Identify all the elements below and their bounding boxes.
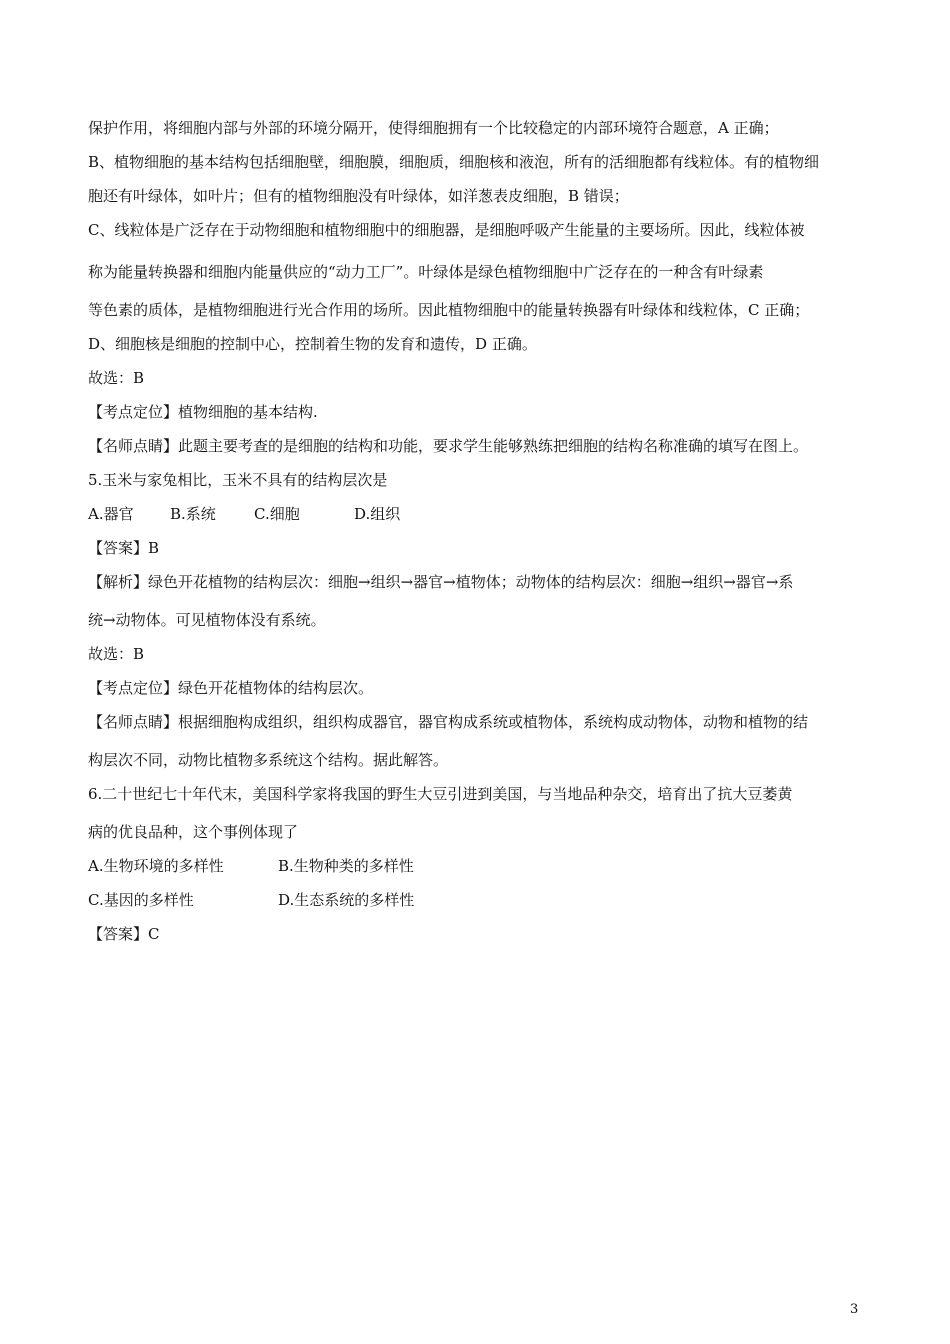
text-line: B、植物细胞的基本结构包括细胞壁，细胞膜，细胞质，细胞核和液泡，所有的活细胞都有线粒体。有的植物细 bbox=[88, 153, 820, 171]
text-line: 故选：B bbox=[88, 369, 145, 387]
teacher-comment: 【名师点睛】根据细胞构成组织，组织构成器官，器官构成系统或植物体，系统构成动物体，动物和植物的结 bbox=[88, 713, 809, 731]
text-line: 构层次不同，动物比植物多系统这个结构。据此解答。 bbox=[88, 751, 449, 769]
text-line: 等色素的质体，是植物细胞进行光合作用的场所。因此植物细胞中的能量转换器有叶绿体和线粒体，C 正确； bbox=[88, 301, 810, 319]
key-point-heading: 【考点定位】绿色开花植物体的结构层次。 bbox=[88, 679, 374, 697]
answer-label: 【答案】C bbox=[88, 925, 160, 943]
page-number: 3 bbox=[850, 1302, 859, 1317]
key-point-heading: 【考点定位】植物细胞的基本结构. bbox=[88, 403, 318, 421]
q5-option-d: D.组织 bbox=[354, 505, 401, 523]
text-line: C、线粒体是广泛存在于动物细胞和植物细胞中的细胞器，是细胞呼吸产生能量的主要场所。因此，线粒体被 bbox=[88, 221, 805, 239]
teacher-comment: 【名师点睛】此题主要考查的是细胞的结构和功能，要求学生能够熟练把细胞的结构名称准确的填写在图上。 bbox=[88, 437, 809, 455]
answer-label: 【答案】B bbox=[88, 539, 160, 557]
text-line: D、细胞核是细胞的控制中心，控制着生物的发育和遗传，D 正确。 bbox=[88, 335, 537, 353]
text-line: 病的优良品种，这个事例体现了 bbox=[88, 823, 299, 841]
q5-option-c: C.细胞 bbox=[254, 505, 300, 523]
q6-option-c: C.基因的多样性 bbox=[88, 891, 194, 909]
question-5-stem: 5.玉米与家兔相比，玉米不具有的结构层次是 bbox=[88, 471, 388, 489]
q6-option-a: A.生物环境的多样性 bbox=[88, 857, 224, 875]
analysis-text: 【解析】绿色开花植物的结构层次：细胞→组织→器官→植物体；动物体的结构层次：细胞→组织→器官→系 bbox=[88, 573, 794, 591]
q6-option-d: D.生态系统的多样性 bbox=[278, 891, 415, 909]
text-line: 保护作用，将细胞内部与外部的环境分隔开，使得细胞拥有一个比较稳定的内部环境符合题意，A 正确； bbox=[88, 119, 779, 137]
question-6-stem: 6.二十世纪七十年代末，美国科学家将我国的野生大豆引进到美国，与当地品种杂交，培育出了抗大豆萎黄 bbox=[88, 785, 793, 803]
q6-option-b: B.生物种类的多样性 bbox=[278, 857, 414, 875]
text-line: 称为能量转换器和细胞内能量供应的“动力工厂”。叶绿体是绿色植物细胞中广泛存在的一种含有叶绿素 bbox=[88, 263, 764, 281]
text-line: 统→动物体。可见植物体没有系统。 bbox=[88, 611, 326, 629]
text-line: 故选：B bbox=[88, 645, 145, 663]
q5-option-b: B.系统 bbox=[170, 505, 216, 523]
text-line: 胞还有叶绿体，如叶片；但有的植物细胞没有叶绿体，如洋葱表皮细胞，B 错误； bbox=[88, 187, 629, 205]
q5-option-a: A.器官 bbox=[88, 505, 134, 523]
